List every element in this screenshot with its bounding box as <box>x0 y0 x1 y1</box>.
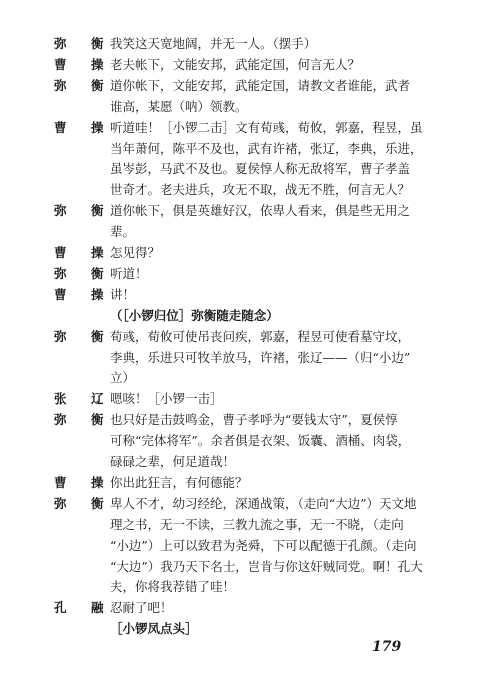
dialogue-text: 卑人不才，幼习经纶，深通战策，（走向“大边”）天文地 <box>110 495 417 511</box>
dialogue-line <box>0 348 477 368</box>
dialogue-line <box>0 222 477 242</box>
dialogue-line <box>0 159 477 179</box>
dialogue-text: 李典，乐进只可牧羊放马，许褚，张辽——（归“小边” <box>110 349 411 365</box>
dialogue-line <box>0 452 477 472</box>
dialogue-line <box>0 410 477 430</box>
dialogue-text: 虽岑彭，马武不及也。夏侯惇人称无敌将军，曹子孝盖 <box>110 161 411 177</box>
speaker-name: 弥 衡 <box>54 265 110 281</box>
dialogue-line <box>0 76 477 96</box>
dialogue-line <box>0 55 477 75</box>
dialogue-line <box>0 389 477 409</box>
dialogue-line <box>0 306 477 326</box>
dialogue-line <box>0 598 477 618</box>
dialogue-text: 嗯咳！［小锣一击］ <box>110 391 223 407</box>
speaker-name: 弥 衡 <box>54 77 110 93</box>
dialogue-text: 怎见得？ <box>110 245 161 260</box>
dialogue-line <box>0 264 477 284</box>
dialogue-line <box>0 515 477 535</box>
dialogue-line <box>0 619 477 639</box>
dialogue-text: 立） <box>110 370 136 386</box>
dialogue-text: 谁高，某愿（呐）领教。 <box>110 98 248 114</box>
dialogue-line <box>0 577 477 597</box>
dialogue-text: 讲！ <box>110 286 136 302</box>
dialogue-text: 老夫帐下，文能安邦，武能定国，何言无人？ <box>110 56 361 72</box>
dialogue-text: 荀彧，荀攸可使吊丧问疾，郭嘉，程昱可使看墓守坟， <box>110 328 411 344</box>
dialogue-text: 理之书，无一不读，三教九流之事，无一不晓，（走向 <box>110 516 404 532</box>
speaker-name: 孔 融 <box>54 600 110 616</box>
dialogue-text: 道你帐下，俱是英雄好汉，依卑人看来，俱是些无用之 <box>110 203 411 219</box>
dialogue-text: 当年萧何，陈平不及也，武有许褚，张辽，李典，乐进， <box>110 140 423 156</box>
dialogue-line <box>0 180 477 200</box>
speaker-name: 曹 操 <box>54 245 110 260</box>
page-number: 179 <box>372 639 402 655</box>
dialogue-line <box>0 557 477 577</box>
dialogue-text: 忍耐了吧！ <box>110 600 173 616</box>
dialogue-text: 听道哇！［小锣二击］文有荀彧，荀攸，郭嘉，程昱，虽 <box>110 119 423 135</box>
speaker-name: 曹 操 <box>54 119 110 135</box>
dialogue-line <box>0 536 477 556</box>
speaker-name: 曹 操 <box>54 56 110 72</box>
dialogue-line <box>0 118 477 138</box>
dialogue-line <box>0 201 477 221</box>
dialogue-line <box>0 368 477 388</box>
dialogue-text: 可称“完体将军”。余者俱是衣架、饭囊、酒桶、肉袋， <box>110 433 411 449</box>
dialogue-line <box>0 139 477 159</box>
dialogue-text: 我笑这天宽地阔，并无一人。（摆手） <box>110 36 317 51</box>
speaker-name: 弥 衡 <box>54 495 110 511</box>
stage-direction: ［小锣凤点头］ <box>110 621 198 637</box>
speaker-name: 曹 操 <box>54 474 110 490</box>
dialogue-text: 听道！ <box>110 265 148 281</box>
dialogue-line <box>0 243 477 263</box>
dialogue-text: 世奇才。老夫进兵，攻无不取，战无不胜，何言无人？ <box>110 182 411 198</box>
dialogue-text: 夫，你将我荐错了哇！ <box>110 579 236 595</box>
dialogue-line <box>0 97 477 117</box>
speaker-name: 弥 衡 <box>54 36 110 51</box>
speaker-name: 张 辽 <box>54 391 110 407</box>
dialogue-text: “小边”）上可以致君为尧舜，下可以配德于孔颜。（走向 <box>110 537 417 553</box>
dialogue-line <box>0 34 477 54</box>
dialogue-text: “大边”）我乃天下名士，岂肯与你这奸贼同党。啊！孔大 <box>110 558 423 574</box>
speaker-name: 曹 操 <box>54 286 110 302</box>
dialogue-line <box>0 494 477 514</box>
speaker-name: 弥 衡 <box>54 412 110 428</box>
dialogue-text: 道你帐下，文能安邦，武能定国，请教文者谁能，武者 <box>110 77 411 93</box>
dialogue-text: 辈。 <box>110 224 136 240</box>
dialogue-text: 你出此狂言，有何德能？ <box>110 474 248 490</box>
dialogue-line <box>0 431 477 451</box>
dialogue-text: 也只好是击鼓鸣金，曹子孝呼为“要钱太守”，夏侯惇 <box>110 412 398 428</box>
dialogue-line <box>0 473 477 493</box>
dialogue-line <box>0 327 477 347</box>
dialogue-line <box>0 285 477 305</box>
speaker-name: 弥 衡 <box>54 328 110 344</box>
dialogue-text: 碌碌之辈，何足道哉！ <box>110 454 236 469</box>
stage-direction: （［小锣归位］弥衡随走随念） <box>110 307 279 323</box>
speaker-name: 弥 衡 <box>54 203 110 219</box>
